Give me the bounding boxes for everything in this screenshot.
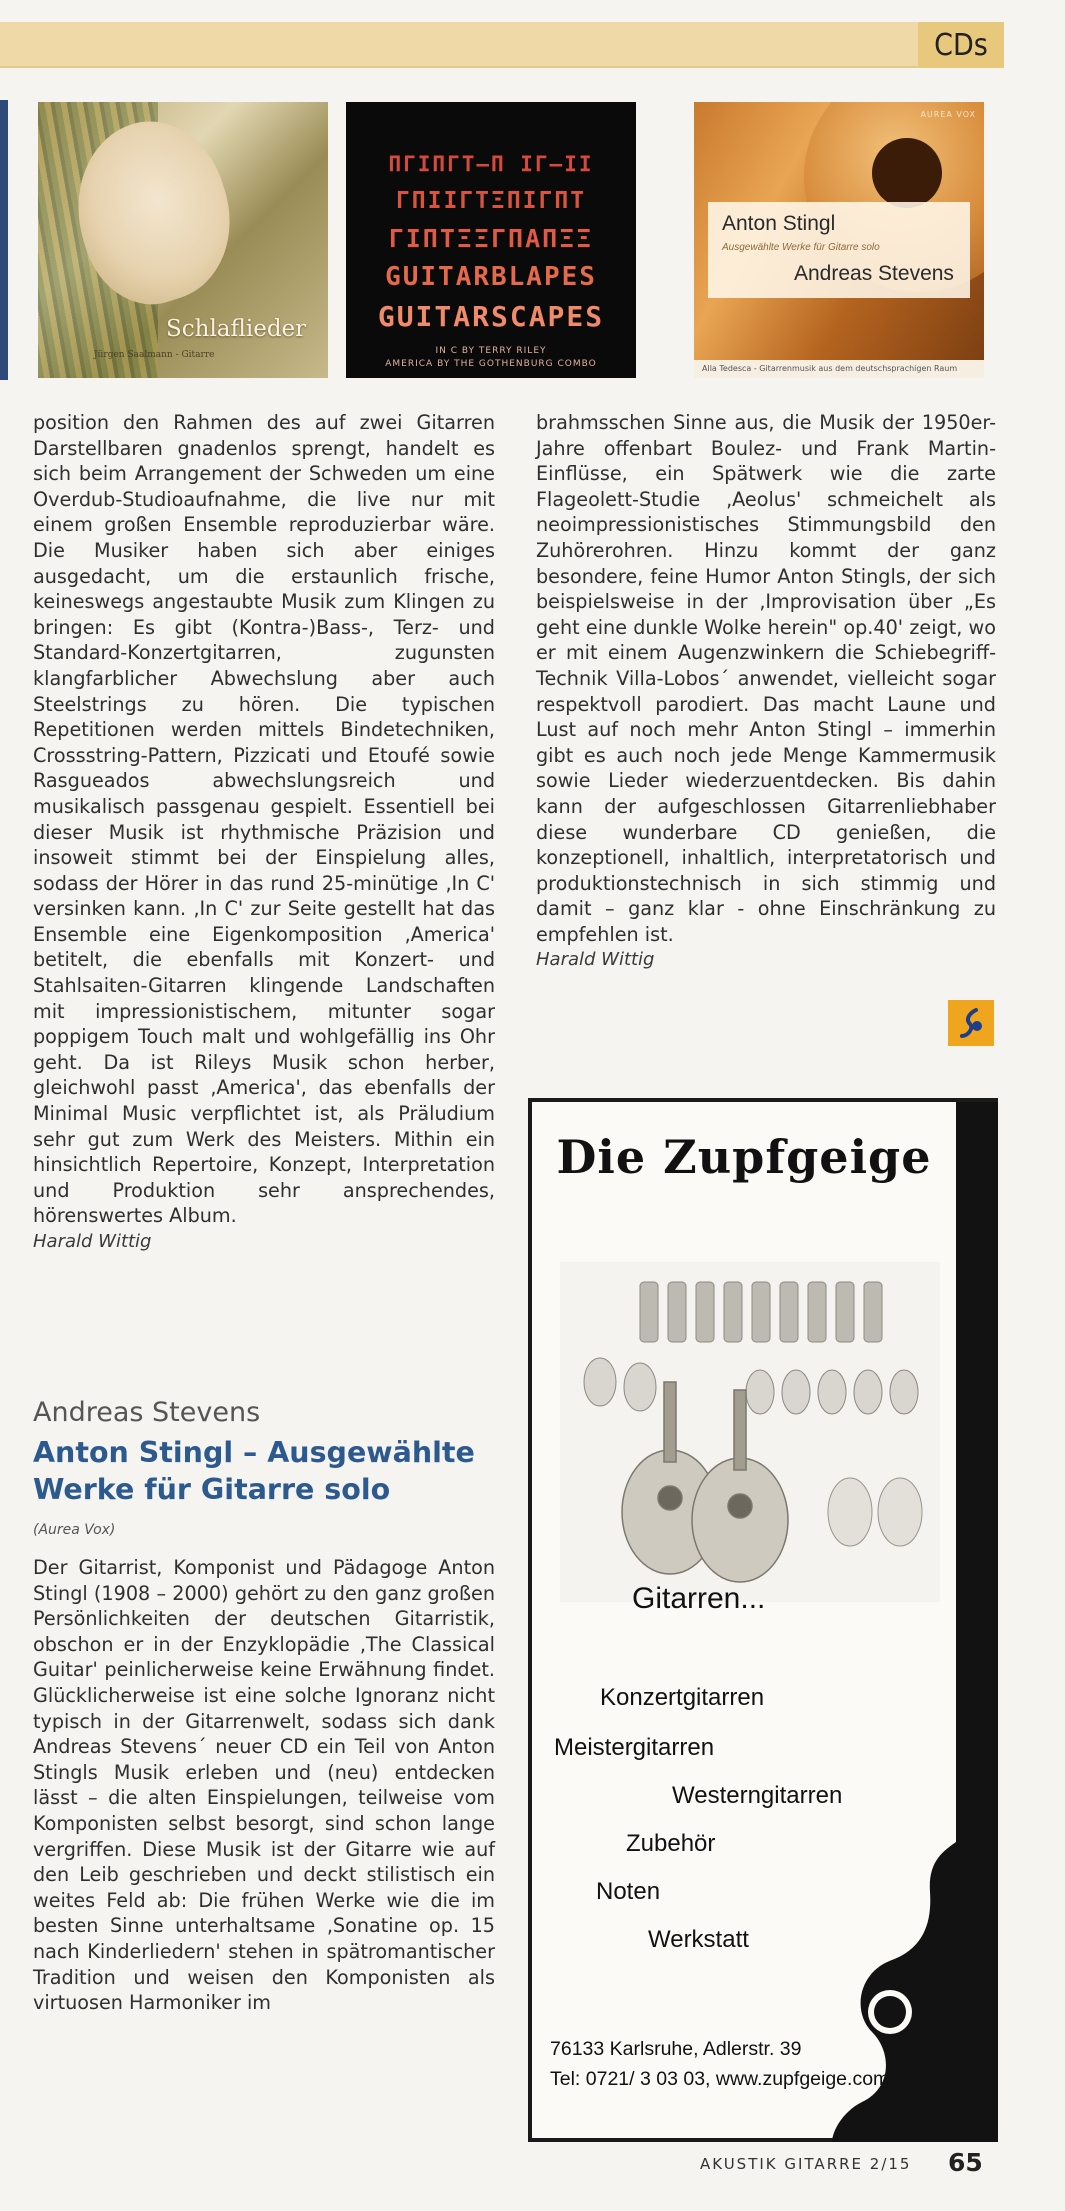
previous-page-edge (0, 100, 8, 380)
ad-item: Werkstatt (648, 1926, 749, 1953)
cover-label: AUREA VOX (920, 110, 976, 119)
cover-subtitle: Jürgen Saalmann - Gitarre (94, 350, 215, 360)
cover-stingl (694, 102, 984, 378)
review-body: position den Rahmen des auf zwei Gitarren Darstellbaren gnadenlos sprengt, handelt es sich beim Arrangement der Schweden um eine Overdub-Studioaufnahme, die live nur mit einem großen Ensemble reproduzierbar wäre. Die Musiker haben sich aber einiges ausgedacht, um die erstaunlich frische, keineswegs angestaubte Musik zum Klingen zu bringen: Es gibt (Kontra-)Bass-, Terz- und Standard-Konzertgitarren, zugunsten klangfarblicher Abwechslung aber auch Steelstrings zu hören. Die typischen Repetitionen werden mittels Bindetechniken, Crossstring-Pattern, Pizzicati und Etoufé sowie Rasgueados abwechslungsreich und musikalisch passgenau gespielt. Essentiell bei dieser Musik ist rhythmische Präzision und insoweit stimmt bei der Einspielung alles, sodass der Hörer in das rund 25-minütige ‚In C' versinken kann. ‚In C' zur Seite gestellt hat das Ensemble eine Eigenkomposition ‚America' betitelt, die ebenfalls mit Konzert- und Stahlsaiten-Gitarren klingende Landschaften mit impressionistischem, mitunter sogar poppigem Touch malt und wohlgefällig ins Ohr geht. Da ist Rileys Musik schon herber, gleichwohl passt ‚America', das ebenfalls der Minimal Music verpflichtet ist, als Präludium sehr gut zum Werk des Meisters. Mithin ein hinsichtlich Repertoire, Konzept, Interpretation und Produktion sehr ansprechendes, hörenswertes Album. (33, 411, 495, 1228)
cover-composer: Anton Stingl (722, 212, 836, 235)
ad-item: Zubehör (626, 1830, 716, 1857)
cover-footer: Alla Tedesca - Gitarrenmusik aus dem deutschsprachigen Raum (694, 360, 984, 378)
cover-glyph-line: ΓΙΠΤΞΞΓΠΑΠΞΞ (388, 224, 594, 253)
ad-title: Die Zupfgeige (556, 1130, 932, 1184)
review-guitarscapes-text (33, 410, 495, 1255)
cover-credit: IN C BY TERRY RILEY (435, 346, 547, 356)
cover-credit: AMERICA BY THE GOTHENBURG COMBO (385, 359, 597, 369)
guitar-shop-photo (560, 1262, 940, 1602)
cover-schlaflieder (38, 102, 328, 378)
article-artist: Andreas Stevens (33, 1397, 261, 1428)
magazine-issue: AKUSTIK GITARRE 2/15 (700, 2155, 912, 2173)
cover-glyph-line: ΓΠΙΙΓΤΞΠΙΓΠΤ (395, 188, 587, 214)
zupfgeige-ad (528, 1098, 998, 2142)
review-body: Der Gitarrist, Komponist und Pädagoge Anton Stingl (1908 – 2000) gehört zu den ganz großen Persönlichkeiten der deutschen Gitarristik, obschon er in der Enzyklopädie ‚The Classical Guitar' peinlicherweise keine Erwähnung findet. Glücklicherweise ist eine solche Ignoranz nicht typisch in der Gitarrenwelt, sodass sich dank Andreas Stevens´ neuer CD ein Teil von Anton Stingls Musik erleben und (neu) entdecken lässt – die alten Einspielungen, teilweise vom Komponisten selbst besorgt, sind schon lange vergriffen. Diese Musik ist der Gitarre wie auf den Leib geschrieben und deckt stilistisch ein weites Feld ab: Die frühen Werke wie die im besten Sinne unterhaltsame ‚Sonatine op. 15 nach Kinderliedern' stehen in spätromantischer Tradition und weisen den Komponisten als virtuosen Harmoniker im (33, 1556, 495, 2015)
review-author: Harald Wittig (536, 949, 655, 971)
ad-item: Meistergitarren (554, 1734, 715, 1761)
ad-address: 76133 Karlsruhe, Adlerstr. 39 (550, 2038, 802, 2060)
ad-contact: Tel: 0721/ 3 03 03, www.zupfgeige.com (550, 2068, 890, 2090)
magazine-logo-icon (948, 1000, 994, 1046)
header-band (0, 22, 1000, 68)
page-number: 65 (948, 2148, 983, 2177)
section-tag: CDs (918, 22, 1004, 68)
review-body: brahmsschen Sinne aus, die Musik der 1950er-Jahre offenbart Boulez- und Frank Martin-Einflüsse, ein Spätwerk wie die zarte Flageolett-Studie ‚Aeolus' schmeichelt als neoimpressionistisches Stimmungsbild den Zuhörerohren. Hinzu kommt der ganz besondere, feine Humor Anton Stingls, der sich beispielsweise in der ‚Improvisation über „Es geht eine dunkle Wolke herein" op.40' zeigt, wo er mit einem Augenzwinkern die Schiebegriff-Technik Villa-Lobos´ anwendet, vielleicht sogar respektvoll parodiert. Das macht Laune und Lust auf noch mehr Anton Stingl – immerhin gibt es auch noch jede Menge Kammermusik sowie Lieder wiederzuentdecken. Bis dahin kann der aufgeschlossen Gitarrenliebhaber diese wunderbare CD genießen, die konzeptionell, inhaltlich, interpretatorisch und produktionstechnisch in sich stimmig und damit – ganz klar - ohne Einschränkung zu empfehlen ist. (536, 411, 996, 946)
cover-guitarscapes (346, 102, 636, 378)
article-label: (Aurea Vox) (33, 1522, 116, 1538)
article-title: Anton Stingl – Ausgewählte Werke für Gitarre solo (33, 1436, 475, 1506)
cover-title: GUITARSCAPES (377, 300, 605, 333)
cover-glyph-line: ΠΓΙΠΓΤ–Π ΙΓ–ΙΙ (388, 152, 594, 176)
cover-performer: Andreas Stevens (794, 262, 954, 285)
review-author: Harald Wittig (33, 1231, 152, 1252)
review-stingl-continuation (536, 410, 996, 973)
cover-soundhole-art (872, 138, 942, 208)
ad-item: Konzertgitarren (600, 1684, 765, 1711)
cover-subtitle: Ausgewählte Werke für Gitarre solo (722, 242, 880, 253)
ad-heading: Gitarren... (632, 1582, 766, 1615)
cover-glyph-line: GUITARBLAPES (385, 262, 597, 292)
review-stingl-text (33, 1555, 495, 2016)
ad-item: Westerngitarren (672, 1782, 843, 1809)
ad-item: Noten (596, 1878, 661, 1905)
cover-title: Schlaflieder (166, 316, 307, 342)
